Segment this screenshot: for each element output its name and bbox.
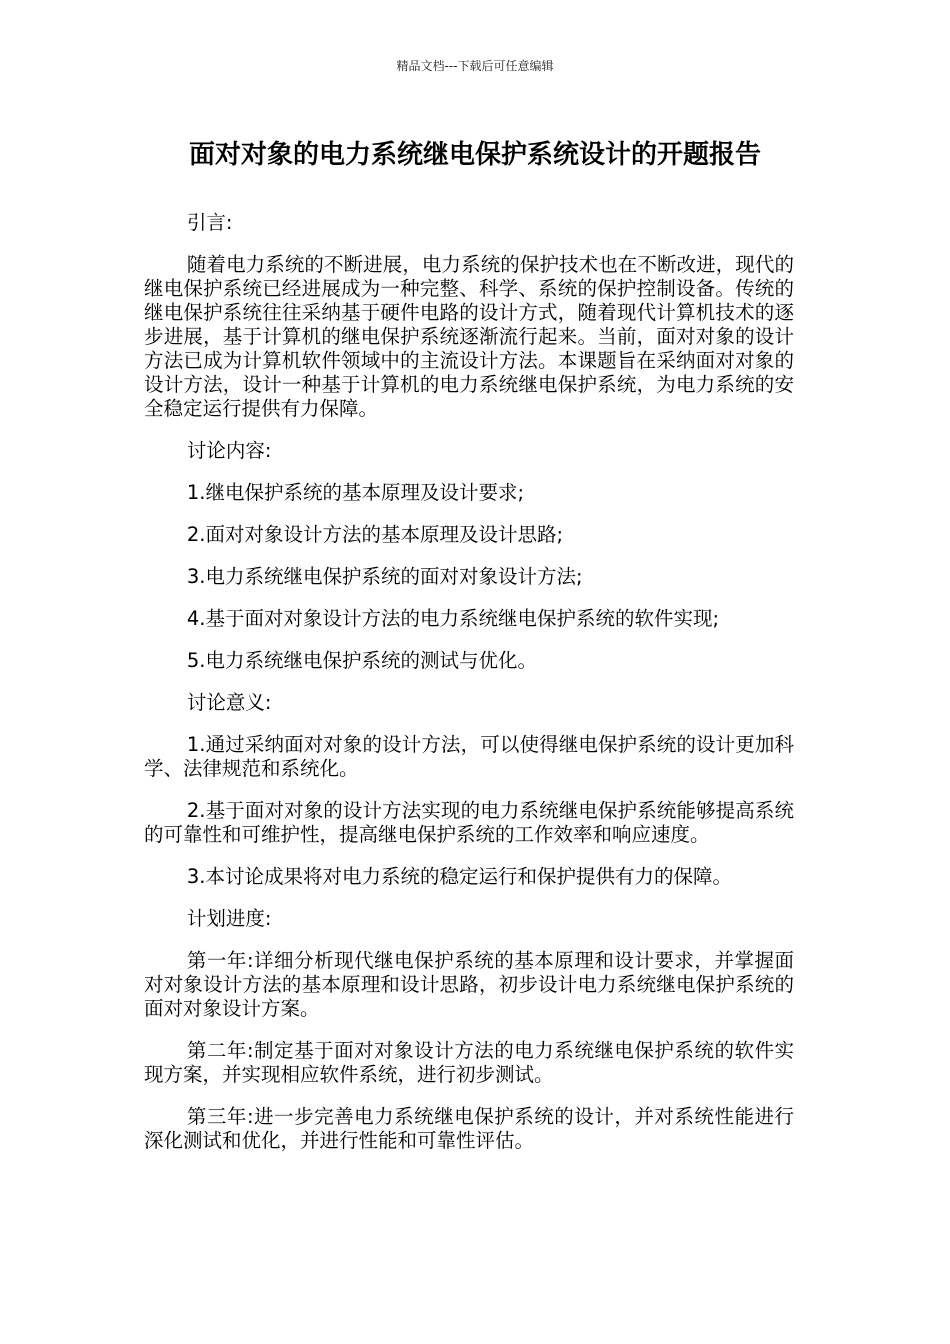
content-item: 4.基于面对对象设计方法的电力系统继电保护系统的软件实现; (186, 607, 720, 630)
significance-item: 2.基于面对对象的设计方法实现的电力系统继电保护系统能够提高系统的可靠性和可维护性，提高继电保护系统的工作效率和响应速度。 (144, 799, 794, 846)
document-body (144, 211, 794, 1171)
content-item: 2.面对对象设计方法的基本原理及设计思路; (186, 523, 564, 546)
document-title: 面对对象的电力系统继电保护系统设计的开题报告 (188, 140, 761, 170)
content-item: 1.继电保护系统的基本原理及设计要求; (186, 481, 525, 504)
content-item: 3.电力系统继电保护系统的面对对象设计方法; (186, 565, 583, 588)
schedule-item: 第一年:详细分析现代继电保护系统的基本原理和设计要求，并掌握面对对象设计方法的基本原理和设计思路，初步设计电力系统继电保护系统的面对对象设计方案。 (144, 949, 794, 1020)
schedule-heading: 计划进度: (186, 907, 272, 930)
page-header-note: 精品文档---下载后可任意编辑 (396, 59, 554, 73)
significance-item: 3.本讨论成果将对电力系统的稳定运行和保护提供有力的保障。 (186, 865, 732, 888)
content-heading: 讨论内容: (186, 439, 272, 462)
significance-heading: 讨论意义: (186, 691, 272, 714)
schedule-item: 第二年:制定基于面对对象设计方法的电力系统继电保护系统的软件实现方案，并实现相应软件系统，进行初步测试。 (144, 1039, 794, 1086)
significance-item: 1.通过采纳面对对象的设计方法，可以使得继电保护系统的设计更加科学、法律规范和系统化。 (144, 733, 794, 780)
schedule-item: 第三年:进一步完善电力系统继电保护系统的设计，并对系统性能进行深化测试和优化，并进行性能和可靠性评估。 (144, 1105, 794, 1152)
intro-paragraph: 随着电力系统的不断进展，电力系统的保护技术也在不断改进，现代的继电保护系统已经进展成为一种完整、科学、系统的保护控制设备。传统的继电保护系统往往采纳基于硬件电路的设计方式，随着现代计算机技术的逐步进展，基于计算机的继电保护系统逐渐流行起来。当前，面对对象的设计方法已成为计算机软件领域中的主流设计方法。本课题旨在采纳面对对象的设计方法，设计一种基于计算机的电力系统继电保护系统，为电力系统的安全稳定运行提供有力保障。 (144, 253, 794, 420)
content-item: 5.电力系统继电保护系统的测试与优化。 (186, 649, 537, 672)
intro-heading: 引言: (186, 211, 233, 234)
